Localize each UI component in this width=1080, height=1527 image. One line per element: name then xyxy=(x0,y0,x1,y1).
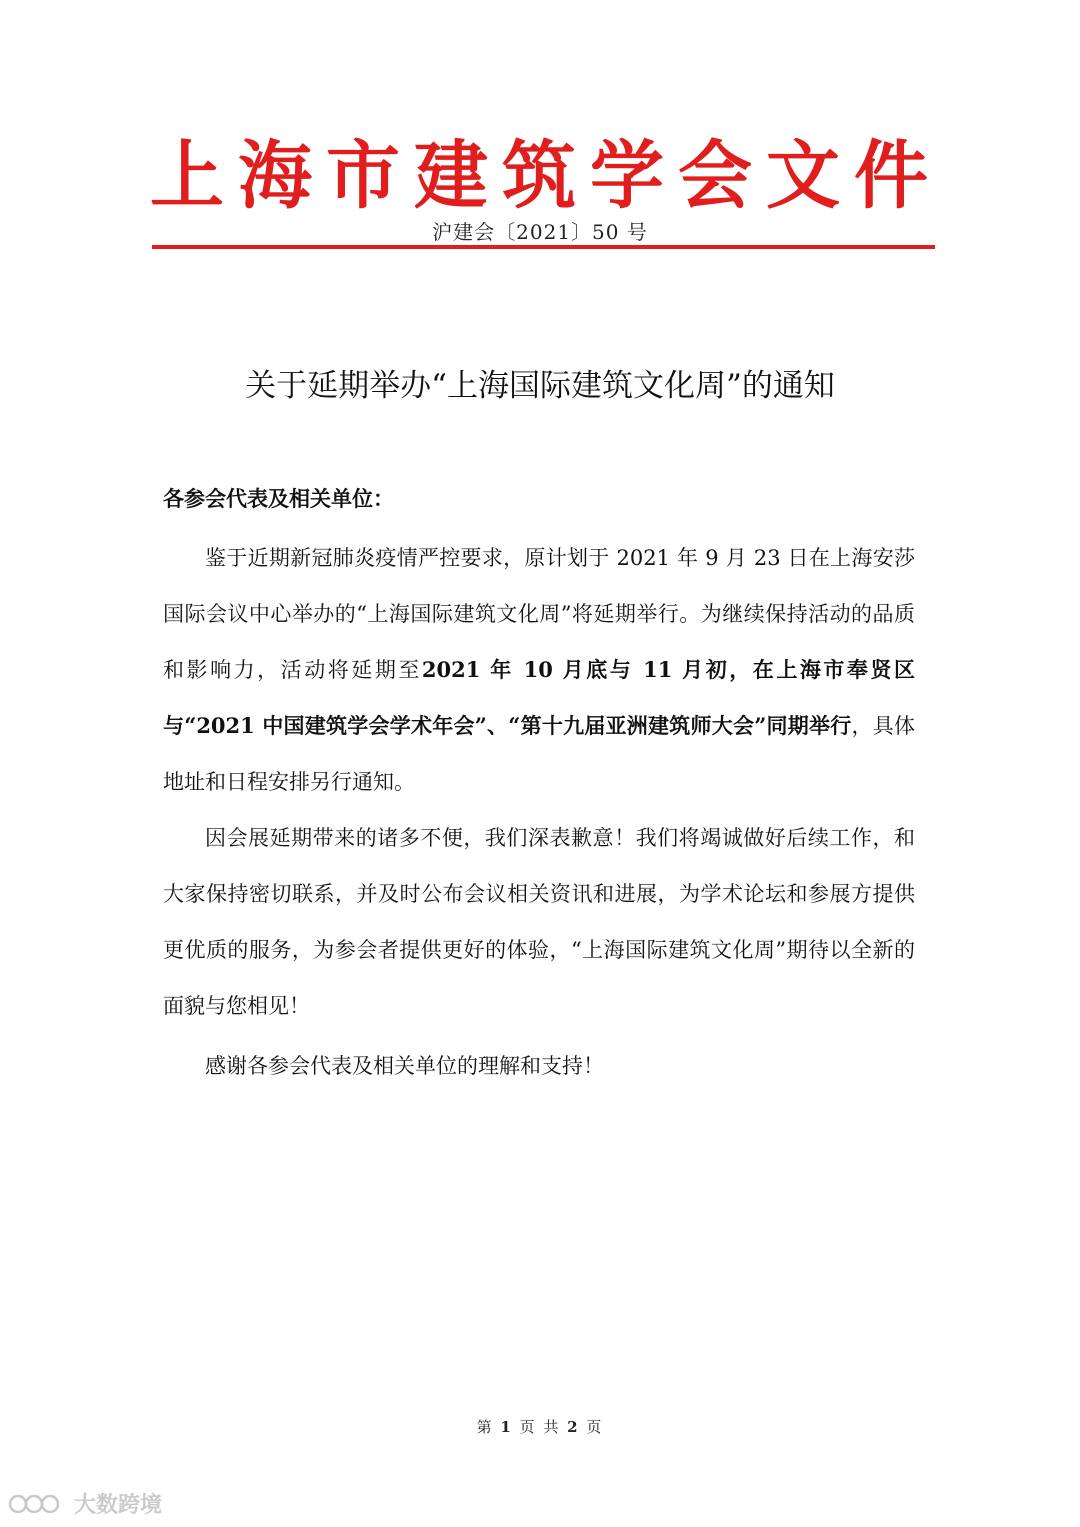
page-prefix: 第 xyxy=(476,1418,501,1436)
watermark-text: 大数跨境 xyxy=(74,1493,163,1518)
watermark-logo-icon xyxy=(8,1493,68,1515)
page-footer xyxy=(0,1416,1080,1437)
paragraph-1-bold-text: 2021 年 10 月底与 11 月初，在上海市奉贤区与“2021 中国建筑学会学术年会”、“第十九届亚洲建筑师大会”同期举行 xyxy=(163,657,916,738)
notice-title: 关于延期举办“上海国际建筑文化周”的通知 xyxy=(245,368,835,404)
page-total: 2 xyxy=(567,1418,580,1436)
body-paragraph-2: 因会展延期带来的诸多不便，我们深表歉意！我们将竭诚做好后续工作，和大家保持密切联系，并及时公布会议相关资讯和进展，为学术论坛和参展方提供更优质的服务，为参会者提供更好的体验，“上海国际建筑文化周”期待以全新的面貌与您相见！ xyxy=(163,826,915,1018)
body-paragraph-1 xyxy=(163,530,915,810)
body-paragraph-3: 感谢各参会代表及相关单位的理解和支持！ xyxy=(205,1054,604,1078)
page-current: 1 xyxy=(500,1418,513,1436)
org-header-title: 上海市建筑学会文件 xyxy=(150,133,942,219)
header-divider xyxy=(152,245,935,249)
paragraph-1-text-a: 鉴于近期新冠肺炎疫情严控要求，原计划于 2021 年 9 月 23 日在上海安莎国际会议中心举办的“上海国际建筑文化周”将延期举行。为继续保持活动的品质和影响力，活动将延期至 xyxy=(163,546,915,682)
paragraph-1-text-b: ，具体地址和日程安排另行通知。 xyxy=(163,714,915,794)
page-middle: 页 共 xyxy=(512,1418,568,1436)
page-suffix: 页 xyxy=(579,1418,604,1436)
watermark xyxy=(8,1488,162,1519)
salutation: 各参会代表及相关单位： xyxy=(163,486,394,511)
document-number: 沪建会〔2021〕50 号 xyxy=(432,220,648,244)
